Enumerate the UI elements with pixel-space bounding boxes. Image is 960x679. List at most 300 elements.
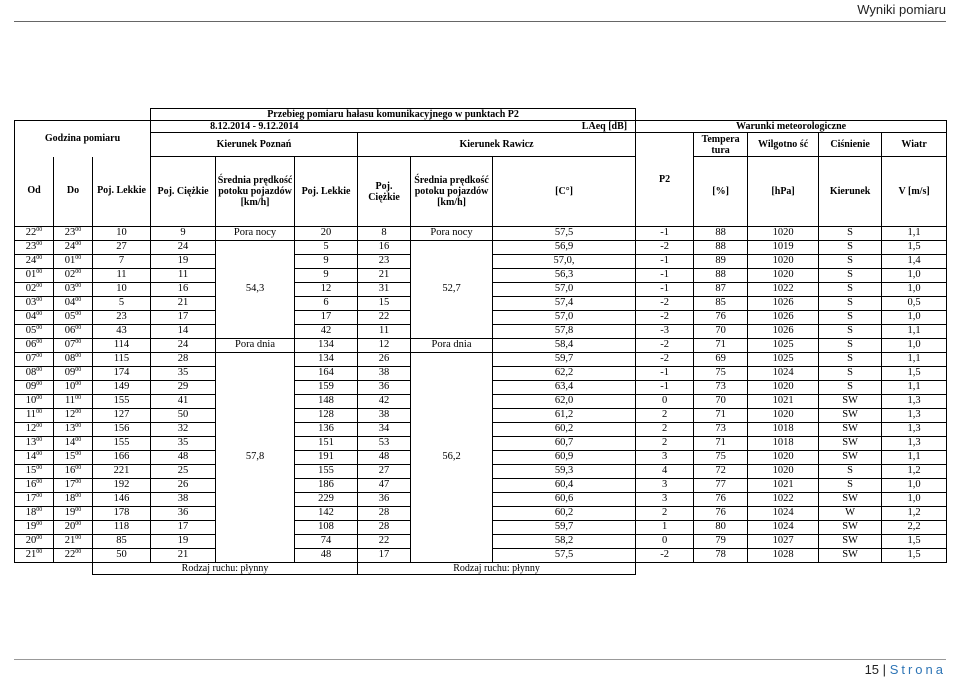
cell-v: 1,1 — [882, 451, 947, 465]
cell-p2: 59,7 — [493, 353, 636, 367]
cell-kier: SW — [819, 423, 882, 437]
cell-od-minutes: 00 — [36, 437, 43, 444]
cell-od — [15, 339, 54, 353]
cell-do-hour: 22 — [64, 549, 76, 561]
cell-do — [54, 339, 93, 353]
cell-od-minutes: 00 — [36, 381, 43, 388]
cell-kier: S — [819, 465, 882, 479]
cell-cisn: 1026 — [748, 297, 819, 311]
cell-temp: -1 — [636, 381, 694, 395]
cell-poznan-ciezkie: 36 — [151, 507, 216, 521]
rawicz-flow-note: Rodzaj ruchu: płynny — [358, 563, 636, 575]
cell-do-minutes: 00 — [75, 381, 82, 388]
cell-rawicz-ciezkie: 31 — [358, 283, 411, 297]
cell-do — [54, 437, 93, 451]
cell-od-minutes: 00 — [36, 409, 43, 416]
cell-wilg: 70 — [694, 325, 748, 339]
cell-v: 1,1 — [882, 381, 947, 395]
cell-poznan-ciezkie: 19 — [151, 535, 216, 549]
cell-temp: 2 — [636, 423, 694, 437]
cell-do — [54, 311, 93, 325]
cell-p2: 57,0 — [493, 283, 636, 297]
cell-od — [15, 283, 54, 297]
cell-rawicz-lekkie: 134 — [295, 353, 358, 367]
cell-v: 1,0 — [882, 479, 947, 493]
cell-wilg: 85 — [694, 297, 748, 311]
godzina-header — [15, 121, 151, 157]
cell-rawicz-lekkie: 134 — [295, 339, 358, 353]
cell-od — [15, 255, 54, 269]
rawicz-day-label: Pora dnia — [411, 339, 493, 353]
cell-poznan-ciezkie: 19 — [151, 255, 216, 269]
cell-temp: -2 — [636, 339, 694, 353]
cell-rawicz-ciezkie: 8 — [358, 227, 411, 241]
cell-od-minutes: 00 — [36, 493, 43, 500]
cell-cisn: 1026 — [748, 325, 819, 339]
cell-cisn: 1025 — [748, 353, 819, 367]
cell-poznan-lekkie: 127 — [93, 409, 151, 423]
cell-kier: SW — [819, 549, 882, 563]
cell-temp: 1 — [636, 521, 694, 535]
cell-wilg: 75 — [694, 367, 748, 381]
cell-rawicz-ciezkie: 17 — [358, 549, 411, 563]
cell-temp: -1 — [636, 255, 694, 269]
cell-do-hour: 15 — [64, 451, 76, 463]
cell-cisn: 1024 — [748, 521, 819, 535]
cell-poznan-ciezkie: 35 — [151, 437, 216, 451]
cell-p2: 60,9 — [493, 451, 636, 465]
cell-kier: S — [819, 269, 882, 283]
cell-poznan-ciezkie: 28 — [151, 353, 216, 367]
cell-poznan-lekkie: 43 — [93, 325, 151, 339]
poznan-ciezkie-header: Poj. Ciężkie — [151, 157, 216, 227]
cell-rawicz-ciezkie: 23 — [358, 255, 411, 269]
cell-wilg: 89 — [694, 255, 748, 269]
cell-v: 1,5 — [882, 367, 947, 381]
cell-do — [54, 479, 93, 493]
cell-cisn: 1020 — [748, 255, 819, 269]
cell-od-minutes: 00 — [36, 325, 43, 332]
poznan-day-label: Pora dnia — [216, 339, 295, 353]
cell-od-minutes: 00 — [36, 549, 43, 556]
cell-poznan-lekkie: 27 — [93, 241, 151, 255]
cell-p2: 57,0 — [493, 311, 636, 325]
cell-rawicz-lekkie: 136 — [295, 423, 358, 437]
cell-v: 1,0 — [882, 493, 947, 507]
cell-do-minutes: 00 — [75, 325, 82, 332]
cell-do-minutes: 00 — [75, 283, 82, 290]
cell-wilg: 80 — [694, 521, 748, 535]
cell-rawicz-ciezkie: 21 — [358, 269, 411, 283]
cell-do-minutes: 00 — [75, 409, 82, 416]
laeq-header: LAeq [dB] — [358, 121, 636, 133]
cell-do-minutes: 00 — [75, 437, 82, 444]
cell-v: 1,3 — [882, 437, 947, 451]
cell-v: 1,0 — [882, 311, 947, 325]
cell-v: 2,2 — [882, 521, 947, 535]
cell-od-minutes: 00 — [36, 395, 43, 402]
cell-wilg: 77 — [694, 479, 748, 493]
cell-do-minutes: 00 — [75, 465, 82, 472]
cell-temp: -1 — [636, 283, 694, 297]
footer-blank — [636, 563, 947, 575]
cell-od-hour: 09 — [25, 381, 37, 393]
cell-kier: S — [819, 227, 882, 241]
cell-od-hour: 02 — [25, 283, 37, 295]
cell-poznan-ciezkie: 35 — [151, 367, 216, 381]
table-title: Przebieg pomiaru hałasu komunikacyjnego w punktach P2 — [151, 109, 636, 121]
poznan-flow-note: Rodzaj ruchu: płynny — [93, 563, 358, 575]
cell-v: 1,1 — [882, 325, 947, 339]
cell-rawicz-ciezkie: 27 — [358, 465, 411, 479]
cell-od — [15, 367, 54, 381]
cell-od — [15, 479, 54, 493]
cell-od-hour: 24 — [25, 255, 37, 267]
cell-kier: S — [819, 241, 882, 255]
cell-od-minutes: 00 — [36, 269, 43, 276]
cell-poznan-lekkie: 23 — [93, 311, 151, 325]
cell-p2: 60,2 — [493, 507, 636, 521]
table-row — [15, 339, 947, 353]
cell-do-minutes: 00 — [75, 367, 82, 374]
cell-p2: 60,7 — [493, 437, 636, 451]
cell-od — [15, 311, 54, 325]
cell-wilg: 70 — [694, 395, 748, 409]
cell-kier: S — [819, 255, 882, 269]
cell-do — [54, 409, 93, 423]
cell-od-minutes: 00 — [36, 451, 43, 458]
cell-cisn: 1020 — [748, 409, 819, 423]
cell-rawicz-lekkie: 229 — [295, 493, 358, 507]
cell-cisn: 1022 — [748, 283, 819, 297]
cell-od-minutes: 00 — [36, 353, 43, 360]
cell-poznan-ciezkie: 17 — [151, 521, 216, 535]
cell-poznan-ciezkie: 48 — [151, 451, 216, 465]
cell-poznan-ciezkie: 9 — [151, 227, 216, 241]
cell-od-hour: 19 — [25, 521, 37, 533]
wilg-unit-header: [%] — [694, 157, 748, 227]
cell-do-hour: 06 — [64, 325, 76, 337]
cell-p2: 60,6 — [493, 493, 636, 507]
cell-do-minutes: 00 — [75, 255, 82, 262]
cell-od-hour: 16 — [25, 479, 37, 491]
cell-p2: 59,7 — [493, 521, 636, 535]
cell-poznan-lekkie: 118 — [93, 521, 151, 535]
cell-v: 1,0 — [882, 283, 947, 297]
cell-cisn: 1027 — [748, 535, 819, 549]
cell-cisn: 1020 — [748, 465, 819, 479]
cell-od — [15, 325, 54, 339]
cell-temp: -1 — [636, 269, 694, 283]
cell-cisn: 1020 — [748, 381, 819, 395]
cell-do-hour: 03 — [64, 283, 76, 295]
table-row — [15, 353, 947, 367]
cell-od — [15, 353, 54, 367]
cell-poznan-lekkie: 166 — [93, 451, 151, 465]
wiatr-header: Wiatr — [882, 133, 947, 157]
cell-do-minutes: 00 — [75, 353, 82, 360]
cell-temp: 4 — [636, 465, 694, 479]
page-footer — [865, 662, 946, 677]
cell-do — [54, 227, 93, 241]
cell-od-minutes: 00 — [36, 241, 43, 248]
cell-rawicz-ciezkie: 22 — [358, 535, 411, 549]
cell-od — [15, 381, 54, 395]
poznan-srednia-header: Średnia prędkość potoku pojazdów [km/h] — [216, 157, 295, 227]
table-row — [15, 227, 947, 241]
cell-p2: 63,4 — [493, 381, 636, 395]
cell-p2: 57,0, — [493, 255, 636, 269]
cell-od — [15, 269, 54, 283]
cell-od-hour: 06 — [25, 339, 37, 351]
cell-wilg: 73 — [694, 381, 748, 395]
cell-od — [15, 451, 54, 465]
cell-rawicz-lekkie: 6 — [295, 297, 358, 311]
cell-p2: 62,2 — [493, 367, 636, 381]
cell-temp: -1 — [636, 227, 694, 241]
cell-temp: 3 — [636, 451, 694, 465]
rawicz-srednia-header: Średnia prędkość potoku pojazdów [km/h] — [411, 157, 493, 227]
cell-od — [15, 535, 54, 549]
measurement-table — [14, 108, 947, 575]
cell-do-minutes: 00 — [75, 339, 82, 346]
cell-do-minutes: 00 — [75, 549, 82, 556]
temp-header: Tempera tura — [694, 133, 748, 157]
cell-do-minutes: 00 — [75, 269, 82, 276]
cell-rawicz-ciezkie: 16 — [358, 241, 411, 255]
cell-poznan-lekkie: 155 — [93, 437, 151, 451]
cell-poznan-ciezkie: 50 — [151, 409, 216, 423]
cell-cisn: 1020 — [748, 227, 819, 241]
page-header-title: Wyniki pomiaru — [857, 2, 946, 17]
cell-od-hour: 03 — [25, 297, 37, 309]
poznan-night-label: Pora nocy — [216, 227, 295, 241]
cell-kier: SW — [819, 437, 882, 451]
cell-rawicz-lekkie: 148 — [295, 395, 358, 409]
cell-temp: 3 — [636, 493, 694, 507]
cell-kier: S — [819, 367, 882, 381]
cell-rawicz-lekkie: 164 — [295, 367, 358, 381]
cell-poznan-lekkie: 146 — [93, 493, 151, 507]
cell-kier: S — [819, 479, 882, 493]
cell-do-hour: 11 — [64, 395, 76, 407]
cell-poznan-lekkie: 156 — [93, 423, 151, 437]
cell-poznan-ciezkie: 38 — [151, 493, 216, 507]
cell-rawicz-lekkie: 186 — [295, 479, 358, 493]
page-label: Strona — [889, 662, 946, 677]
cell-do — [54, 521, 93, 535]
cell-do — [54, 451, 93, 465]
cell-poznan-lekkie: 10 — [93, 227, 151, 241]
cell-v: 1,3 — [882, 409, 947, 423]
cell-do-hour: 12 — [64, 409, 76, 421]
cell-rawicz-lekkie: 20 — [295, 227, 358, 241]
cell-rawicz-lekkie: 108 — [295, 521, 358, 535]
cell-od — [15, 423, 54, 437]
table-row — [15, 241, 947, 255]
cell-od-minutes: 00 — [36, 535, 43, 542]
poznan-lekkie-header: Poj. Lekkie — [93, 157, 151, 227]
cell-od-minutes: 00 — [36, 521, 43, 528]
cell-do-hour: 02 — [64, 269, 76, 281]
cell-od — [15, 507, 54, 521]
cell-poznan-lekkie: 114 — [93, 339, 151, 353]
cell-poznan-ciezkie: 17 — [151, 311, 216, 325]
wilg-header: Wilgotno ść — [748, 133, 819, 157]
cell-od-minutes: 00 — [36, 339, 43, 346]
cell-do — [54, 353, 93, 367]
cell-rawicz-ciezkie: 12 — [358, 339, 411, 353]
cell-do — [54, 549, 93, 563]
cell-v: 1,3 — [882, 395, 947, 409]
cell-rawicz-ciezkie: 11 — [358, 325, 411, 339]
cell-od-minutes: 00 — [36, 255, 43, 262]
page-separator: | — [882, 662, 887, 677]
cell-temp: 2 — [636, 409, 694, 423]
cell-wilg: 78 — [694, 549, 748, 563]
cell-do — [54, 367, 93, 381]
cell-poznan-ciezkie: 29 — [151, 381, 216, 395]
cell-v: 1,2 — [882, 507, 947, 521]
cell-rawicz-lekkie: 9 — [295, 255, 358, 269]
v-header: V [m/s] — [882, 157, 947, 227]
cell-v: 1,0 — [882, 339, 947, 353]
cell-do — [54, 465, 93, 479]
cell-do-hour: 04 — [64, 297, 76, 309]
cell-wilg: 88 — [694, 241, 748, 255]
cell-rawicz-ciezkie: 38 — [358, 367, 411, 381]
cell-do — [54, 395, 93, 409]
poznan-night-speed: 54,3 — [216, 241, 295, 339]
p2-header: P2 — [636, 133, 694, 227]
header-rule — [14, 21, 946, 22]
cell-rawicz-lekkie: 155 — [295, 465, 358, 479]
cell-temp: -2 — [636, 241, 694, 255]
cell-poznan-ciezkie: 32 — [151, 423, 216, 437]
cell-rawicz-ciezkie: 48 — [358, 451, 411, 465]
cell-cisn: 1020 — [748, 269, 819, 283]
cell-do-hour: 10 — [64, 381, 76, 393]
cell-od-hour: 05 — [25, 325, 37, 337]
cell-poznan-ciezkie: 24 — [151, 241, 216, 255]
cell-do-hour: 17 — [64, 479, 76, 491]
cell-cisn: 1022 — [748, 493, 819, 507]
cell-wilg: 79 — [694, 535, 748, 549]
cell-temp: -3 — [636, 325, 694, 339]
cell-od-hour: 18 — [25, 507, 37, 519]
cell-od-minutes: 00 — [36, 479, 43, 486]
cell-od-hour: 07 — [25, 353, 37, 365]
cell-do — [54, 241, 93, 255]
cell-do-minutes: 00 — [75, 311, 82, 318]
cell-do-minutes: 00 — [75, 395, 82, 402]
cell-p2: 57,5 — [493, 549, 636, 563]
cell-kier: S — [819, 381, 882, 395]
cell-wilg: 76 — [694, 507, 748, 521]
cell-rawicz-lekkie: 12 — [295, 283, 358, 297]
cell-v: 1,5 — [882, 535, 947, 549]
cell-rawicz-ciezkie: 38 — [358, 409, 411, 423]
cell-rawicz-lekkie: 5 — [295, 241, 358, 255]
cell-wilg: 71 — [694, 409, 748, 423]
cell-rawicz-ciezkie: 28 — [358, 507, 411, 521]
cell-v: 1,5 — [882, 549, 947, 563]
cell-od-hour: 11 — [25, 409, 37, 421]
cell-od — [15, 493, 54, 507]
cell-poznan-lekkie: 192 — [93, 479, 151, 493]
cell-p2: 57,8 — [493, 325, 636, 339]
cell-do-hour: 07 — [64, 339, 76, 351]
cell-do — [54, 255, 93, 269]
cell-cisn: 1020 — [748, 451, 819, 465]
cell-p2: 59,3 — [493, 465, 636, 479]
cell-do-hour: 16 — [64, 465, 76, 477]
cell-kier: S — [819, 283, 882, 297]
cell-poznan-lekkie: 174 — [93, 367, 151, 381]
cell-do-minutes: 00 — [75, 521, 82, 528]
cell-rawicz-ciezkie: 22 — [358, 311, 411, 325]
kier-header: Kierunek — [819, 157, 882, 227]
cell-poznan-lekkie: 115 — [93, 353, 151, 367]
cell-cisn: 1028 — [748, 549, 819, 563]
cell-wilg: 69 — [694, 353, 748, 367]
dates-header: 8.12.2014 - 9.12.2014 — [151, 121, 358, 133]
cell-poznan-ciezkie: 26 — [151, 479, 216, 493]
cell-rawicz-lekkie: 159 — [295, 381, 358, 395]
cisn-unit-header: [hPa] — [748, 157, 819, 227]
cell-v: 1,4 — [882, 255, 947, 269]
cell-do-minutes: 00 — [75, 297, 82, 304]
cell-wilg: 88 — [694, 269, 748, 283]
cell-kier: SW — [819, 535, 882, 549]
cell-od-hour: 13 — [25, 437, 37, 449]
cell-temp: 2 — [636, 507, 694, 521]
cell-poznan-ciezkie: 24 — [151, 339, 216, 353]
cell-poznan-ciezkie: 21 — [151, 549, 216, 563]
cell-wilg: 87 — [694, 283, 748, 297]
cell-od-hour: 10 — [25, 395, 37, 407]
cell-do — [54, 423, 93, 437]
cell-poznan-lekkie: 221 — [93, 465, 151, 479]
footer-blank — [15, 563, 93, 575]
cell-od-hour: 23 — [25, 241, 37, 253]
cell-cisn: 1018 — [748, 423, 819, 437]
cell-temp: -2 — [636, 311, 694, 325]
cell-rawicz-ciezkie: 26 — [358, 353, 411, 367]
cell-p2: 57,4 — [493, 297, 636, 311]
temp-unit-header: [C°] — [493, 157, 636, 227]
cell-do-minutes: 00 — [75, 423, 82, 430]
rawicz-night-speed: 52,7 — [411, 241, 493, 339]
cell-p2: 56,3 — [493, 269, 636, 283]
cell-wilg: 75 — [694, 451, 748, 465]
cell-rawicz-lekkie: 9 — [295, 269, 358, 283]
cell-rawicz-ciezkie: 28 — [358, 521, 411, 535]
cell-poznan-ciezkie: 25 — [151, 465, 216, 479]
cell-do-minutes: 00 — [75, 241, 82, 248]
cell-p2: 60,2 — [493, 423, 636, 437]
cell-poznan-lekkie: 155 — [93, 395, 151, 409]
cell-do — [54, 297, 93, 311]
cell-kier: S — [819, 339, 882, 353]
cell-poznan-lekkie: 11 — [93, 269, 151, 283]
cell-rawicz-lekkie: 74 — [295, 535, 358, 549]
cell-poznan-lekkie: 50 — [93, 549, 151, 563]
cell-od — [15, 395, 54, 409]
cell-rawicz-ciezkie: 53 — [358, 437, 411, 451]
poznan-header: Kierunek Poznań — [151, 133, 358, 157]
cell-wilg: 71 — [694, 437, 748, 451]
